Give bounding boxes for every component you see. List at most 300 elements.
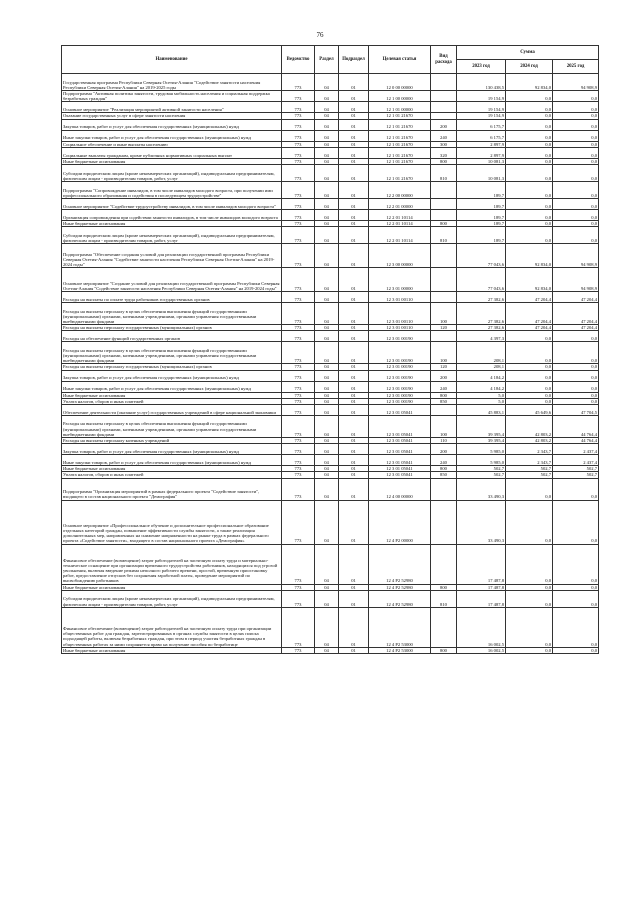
row-department: 773 (282, 292, 315, 303)
row-sum-2025: 502,7 (553, 466, 599, 472)
row-subsection: 01 (339, 325, 369, 331)
table-row (62, 227, 599, 244)
row-sum-2023: 2 897,9 (457, 147, 506, 158)
row-department: 773 (282, 227, 315, 244)
row-section: 04 (315, 405, 339, 416)
row-sum-2023: 19 154,9 (457, 91, 506, 102)
table-row (62, 102, 599, 113)
row-subsection: 01 (339, 607, 369, 647)
row-section: 04 (315, 331, 339, 342)
row-target: 12 1 01 21670 (369, 130, 431, 141)
row-sum-2023: 189,7 (457, 227, 506, 244)
row-section: 04 (315, 141, 339, 147)
table-row (62, 607, 599, 647)
row-department: 773 (282, 141, 315, 147)
row-name: Государственная программа Республики Северная Осетия-Алания "Содействие занятости населения Республики Северная Осетия-Алания" на 2019-2025 годы (62, 74, 282, 91)
row-target: 12 1 01 21670 (369, 165, 431, 182)
row-sum-2025: 0,0 (553, 590, 599, 607)
row-subsection: 01 (339, 455, 369, 466)
row-name: Иные закупки товаров, работ и услуг для обеспечения государственных (муниципальных) нужд (62, 130, 282, 141)
row-sum-2025: 0,0 (553, 392, 599, 398)
table-row (62, 130, 599, 141)
row-sum-2023: 6 175,7 (457, 119, 506, 130)
row-sum-2024: 0,0 (506, 500, 553, 544)
row-subsection: 01 (339, 444, 369, 455)
row-subsection: 01 (339, 102, 369, 113)
row-target: 12 3 01 05041 (369, 438, 431, 444)
row-name: Субсидии юридическим лицам (кроме некоммерческих организаций), индивидуальным предпринимателям, физическим лицам - производителям товаров, работ, услуг (62, 165, 282, 182)
row-name: Расходы на обеспечение функций государственных органов (62, 331, 282, 342)
row-sum-2024: 0,0 (506, 590, 553, 607)
row-subsection: 01 (339, 292, 369, 303)
row-sum-2025: 0,0 (553, 381, 599, 392)
row-expense: 850 (431, 398, 457, 404)
table-row (62, 268, 599, 292)
row-section: 04 (315, 392, 339, 398)
row-target: 12 3 01 00190 (369, 370, 431, 381)
table-row (62, 455, 599, 466)
row-subsection: 01 (339, 119, 369, 130)
row-sum-2023: 77 043,6 (457, 244, 506, 268)
row-department: 773 (282, 584, 315, 590)
row-subsection: 01 (339, 438, 369, 444)
row-target: 12 4 P2 52980 (369, 544, 431, 584)
row-name: Подпрограмма "Сопровождение инвалидов, в том числе инвалидов молодого возраста, при получении ими профессионального образования и содействия в последующем трудоустройстве" (62, 182, 282, 199)
row-department: 773 (282, 74, 315, 91)
row-sum-2025: 0,0 (553, 113, 599, 119)
row-department: 773 (282, 303, 315, 325)
row-target: 12 3 01 00110 (369, 325, 431, 331)
row-target: 12 3 01 00110 (369, 303, 431, 325)
row-sum-2025: 502,7 (553, 472, 599, 478)
row-expense (431, 199, 457, 210)
row-sum-2023: 4 184,2 (457, 381, 506, 392)
table-row (62, 370, 599, 381)
row-sum-2025: 0,0 (553, 647, 599, 653)
row-name: Подпрограмма "Активная политика занятости, трудовая мобильность населения и социальная поддержка безработных граждан" (62, 91, 282, 102)
row-section: 04 (315, 210, 339, 221)
table-row (62, 244, 599, 268)
row-expense (431, 102, 457, 113)
row-sum-2023: 16 002,5 (457, 647, 506, 653)
row-name: Оказание государственных услуг в сфере занятости населения (62, 113, 282, 119)
row-sum-2025: 0,0 (553, 130, 599, 141)
row-sum-2025: 0,0 (553, 500, 599, 544)
row-expense: 200 (431, 370, 457, 381)
row-department: 773 (282, 158, 315, 164)
row-sum-2024: 0,0 (506, 381, 553, 392)
row-section: 04 (315, 590, 339, 607)
table-row (62, 544, 599, 584)
row-sum-2024: 0,0 (506, 342, 553, 364)
row-sum-2023: 77 043,6 (457, 268, 506, 292)
header-subsection: Подраздел (339, 46, 369, 74)
header-department: Ведомство (282, 46, 315, 74)
row-subsection: 01 (339, 342, 369, 364)
row-expense: 800 (431, 392, 457, 398)
row-expense: 200 (431, 119, 457, 130)
row-subsection: 01 (339, 91, 369, 102)
table-row (62, 74, 599, 91)
row-target: 12 1 01 21670 (369, 147, 431, 158)
row-subsection: 01 (339, 165, 369, 182)
row-subsection: 01 (339, 381, 369, 392)
row-sum-2025: 2 437,4 (553, 444, 599, 455)
row-sum-2025: 47 204,4 (553, 303, 599, 325)
row-sum-2024: 0,0 (506, 478, 553, 500)
row-sum-2024: 0,0 (506, 210, 553, 221)
table-row (62, 500, 599, 544)
row-sum-2023: 19 154,9 (457, 113, 506, 119)
row-section: 04 (315, 544, 339, 584)
row-sum-2023: 5,0 (457, 398, 506, 404)
row-sum-2024: 0,0 (506, 113, 553, 119)
row-subsection: 01 (339, 364, 369, 370)
row-department: 773 (282, 647, 315, 653)
row-name: Основное мероприятие "Реализация мероприятий активной занятости населения" (62, 102, 282, 113)
table-row (62, 405, 599, 416)
table-row (62, 590, 599, 607)
row-name: Подпрограмма "Организация мероприятий в рамках федерального проекта "Содействие занятости", входящего в состав национального проекта "Демография" (62, 478, 282, 500)
row-subsection: 01 (339, 405, 369, 416)
row-subsection: 01 (339, 398, 369, 404)
row-department: 773 (282, 91, 315, 102)
row-section: 04 (315, 147, 339, 158)
row-sum-2023: 502,7 (457, 466, 506, 472)
row-expense: 300 (431, 141, 457, 147)
row-target: 12 3 01 00190 (369, 331, 431, 342)
row-subsection: 01 (339, 303, 369, 325)
row-department: 773 (282, 102, 315, 113)
row-name: Иные бюджетные ассигнования (62, 158, 282, 164)
row-sum-2024: 2 343,7 (506, 444, 553, 455)
row-sum-2025: 0,0 (553, 398, 599, 404)
row-sum-2024: 0,0 (506, 392, 553, 398)
table-row (62, 119, 599, 130)
row-subsection: 01 (339, 472, 369, 478)
row-department: 773 (282, 165, 315, 182)
row-expense (431, 268, 457, 292)
row-sum-2025: 94 908,9 (553, 268, 599, 292)
row-name: Иные бюджетные ассигнования (62, 584, 282, 590)
row-sum-2025: 94 908,9 (553, 74, 599, 91)
table-row (62, 647, 599, 653)
row-target: 12 2 01 00000 (369, 199, 431, 210)
row-section: 04 (315, 113, 339, 119)
row-name: Закупка товаров, работ и услуг для обеспечения государственных (муниципальных) нужд (62, 444, 282, 455)
row-subsection: 01 (339, 370, 369, 381)
row-department: 773 (282, 221, 315, 227)
row-sum-2025: 94 908,9 (553, 244, 599, 268)
row-sum-2023: 502,7 (457, 472, 506, 478)
row-sum-2024: 92 834,0 (506, 244, 553, 268)
row-department: 773 (282, 607, 315, 647)
row-department: 773 (282, 199, 315, 210)
row-subsection: 01 (339, 590, 369, 607)
row-section: 04 (315, 158, 339, 164)
row-sum-2024: 502,7 (506, 472, 553, 478)
row-section: 04 (315, 91, 339, 102)
row-target: 12 3 01 00190 (369, 381, 431, 392)
row-subsection: 01 (339, 74, 369, 91)
row-department: 773 (282, 416, 315, 438)
row-target: 12 3 01 05041 (369, 466, 431, 472)
row-name: Закупка товаров, работ и услуг для обеспечения государственных (муниципальных) нужд (62, 119, 282, 130)
row-expense: 810 (431, 590, 457, 607)
row-name: Основное мероприятие "Содействие трудоустройству инвалидов, в том числе инвалидов молодого возраста" (62, 199, 282, 210)
row-name: Организация сопровождения при содействии занятости инвалидов, в том числе инвалидов молодого возраста (62, 210, 282, 221)
row-name: Расходы на выплаты по оплате труда работников государственных органов (62, 292, 282, 303)
row-subsection: 01 (339, 331, 369, 342)
row-expense (431, 331, 457, 342)
row-name: Закупка товаров, работ и услуг для обеспечения государственных (муниципальных) нужд (62, 370, 282, 381)
row-sum-2025: 0,0 (553, 119, 599, 130)
row-name: Расходы на выплаты персоналу государственных (муниципальных) органов (62, 364, 282, 370)
row-subsection: 01 (339, 392, 369, 398)
row-sum-2024: 0,0 (506, 227, 553, 244)
row-department: 773 (282, 342, 315, 364)
row-department: 773 (282, 544, 315, 584)
header-target: Целевая статья (369, 46, 431, 74)
row-expense: 810 (431, 165, 457, 182)
row-target: 12 1 01 21670 (369, 141, 431, 147)
row-department: 773 (282, 370, 315, 381)
row-name: Иные бюджетные ассигнования (62, 221, 282, 227)
row-sum-2023: 189,7 (457, 221, 506, 227)
row-subsection: 01 (339, 141, 369, 147)
row-department: 773 (282, 331, 315, 342)
row-expense (431, 500, 457, 544)
row-sum-2023: 130 438,5 (457, 74, 506, 91)
row-expense: 800 (431, 158, 457, 164)
row-section: 04 (315, 472, 339, 478)
row-sum-2023: 45 883,1 (457, 405, 506, 416)
row-name: Социальное обеспечение и иные выплаты населению (62, 141, 282, 147)
row-target: 12 3 00 00000 (369, 244, 431, 268)
row-sum-2025: 0,0 (553, 158, 599, 164)
row-target: 12 3 01 00190 (369, 364, 431, 370)
row-section: 04 (315, 455, 339, 466)
row-name: Финансовое обеспечение (возмещение) затрат работодателей на частичную оплату труда и материально-техническое оснащение при организации временного трудоустройства работников, находящихся под угрозой увольнения, включая введение режима неполного рабочего времени, простой, временную приостановку работ, предоставление отпусков без сохранения заработной платы, проведение мероприятий по высвобождению работников (62, 544, 282, 584)
row-department: 773 (282, 119, 315, 130)
row-target: 12 1 01 21670 (369, 113, 431, 119)
row-target: 12 4 00 00000 (369, 478, 431, 500)
row-sum-2024: 47 204,4 (506, 303, 553, 325)
row-sum-2025: 0,0 (553, 584, 599, 590)
row-target: 12 3 01 00190 (369, 342, 431, 364)
row-subsection: 01 (339, 500, 369, 544)
row-sum-2024: 0,0 (506, 199, 553, 210)
row-target: 12 0 00 00000 (369, 74, 431, 91)
row-name: Иные закупки товаров, работ и услуг для обеспечения государственных (муниципальных) нужд (62, 381, 282, 392)
row-department: 773 (282, 113, 315, 119)
row-sum-2023: 4 397,3 (457, 331, 506, 342)
row-sum-2023: 6 175,7 (457, 130, 506, 141)
row-sum-2025: 0,0 (553, 221, 599, 227)
row-sum-2024: 0,0 (506, 158, 553, 164)
row-sum-2023: 27 382,6 (457, 303, 506, 325)
row-target: 12 3 01 05041 (369, 455, 431, 466)
row-target: 12 2 01 10114 (369, 221, 431, 227)
row-subsection: 01 (339, 147, 369, 158)
row-section: 04 (315, 584, 339, 590)
row-target: 12 3 01 05041 (369, 472, 431, 478)
row-sum-2023: 5,0 (457, 392, 506, 398)
row-sum-2024: 0,0 (506, 141, 553, 147)
table-row (62, 199, 599, 210)
row-department: 773 (282, 381, 315, 392)
row-sum-2024: 0,0 (506, 647, 553, 653)
row-name: Расходы на выплаты персоналу государственных (муниципальных) органов (62, 325, 282, 331)
row-subsection: 01 (339, 227, 369, 244)
table-row (62, 165, 599, 182)
row-expense: 800 (431, 647, 457, 653)
row-expense: 200 (431, 444, 457, 455)
row-department: 773 (282, 398, 315, 404)
row-expense: 240 (431, 381, 457, 392)
row-expense (431, 74, 457, 91)
row-sum-2025: 47 204,4 (553, 292, 599, 303)
row-department: 773 (282, 147, 315, 158)
row-section: 04 (315, 74, 339, 91)
row-department: 773 (282, 405, 315, 416)
table-row (62, 182, 599, 199)
row-expense: 120 (431, 325, 457, 331)
row-sum-2024: 0,0 (506, 331, 553, 342)
row-section: 04 (315, 647, 339, 653)
row-department: 773 (282, 392, 315, 398)
table-row (62, 444, 599, 455)
row-sum-2023: 27 382,6 (457, 292, 506, 303)
row-department: 773 (282, 472, 315, 478)
row-department: 773 (282, 455, 315, 466)
row-expense: 240 (431, 455, 457, 466)
header-section: Раздел (315, 46, 339, 74)
row-subsection: 01 (339, 210, 369, 221)
row-sum-2023: 4 184,2 (457, 370, 506, 381)
row-section: 04 (315, 370, 339, 381)
header-name: Наименование (62, 46, 282, 74)
table-row (62, 331, 599, 342)
row-sum-2025: 0,0 (553, 544, 599, 584)
row-subsection: 01 (339, 113, 369, 119)
row-department: 773 (282, 364, 315, 370)
row-sum-2024: 0,0 (506, 398, 553, 404)
row-sum-2023: 208,1 (457, 364, 506, 370)
row-department: 773 (282, 466, 315, 472)
row-section: 04 (315, 466, 339, 472)
row-name: Уплата налогов, сборов и иных платежей (62, 472, 282, 478)
row-section: 04 (315, 398, 339, 404)
row-expense (431, 91, 457, 102)
row-sum-2024: 0,0 (506, 221, 553, 227)
budget-table (61, 45, 599, 654)
row-section: 04 (315, 268, 339, 292)
row-department: 773 (282, 590, 315, 607)
row-sum-2024: 92 834,0 (506, 74, 553, 91)
row-sum-2023: 189,7 (457, 182, 506, 199)
row-sum-2025: 47 704,5 (553, 405, 599, 416)
row-expense: 320 (431, 147, 457, 158)
row-name: Субсидии юридическим лицам (кроме некоммерческих организаций), индивидуальным предпринимателям, физическим лицам - производителям товаров, работ, услуг (62, 590, 282, 607)
page-number: 76 (316, 31, 324, 39)
row-section: 04 (315, 381, 339, 392)
row-subsection: 01 (339, 182, 369, 199)
table-row (62, 147, 599, 158)
row-subsection: 01 (339, 647, 369, 653)
row-sum-2025: 0,0 (553, 227, 599, 244)
row-sum-2023: 10 081,3 (457, 158, 506, 164)
row-sum-2024: 0,0 (506, 165, 553, 182)
row-section: 04 (315, 416, 339, 438)
row-department: 773 (282, 325, 315, 331)
row-target: 12 2 01 10114 (369, 210, 431, 221)
row-sum-2023: 189,7 (457, 210, 506, 221)
row-department: 773 (282, 210, 315, 221)
row-subsection: 01 (339, 268, 369, 292)
table-body (62, 74, 599, 654)
row-expense: 850 (431, 472, 457, 478)
row-sum-2024: 2 343,7 (506, 455, 553, 466)
row-expense: 100 (431, 303, 457, 325)
row-department: 773 (282, 478, 315, 500)
row-expense: 800 (431, 584, 457, 590)
row-section: 04 (315, 500, 339, 544)
row-sum-2023: 39 395,4 (457, 416, 506, 438)
row-target: 12 3 01 00110 (369, 292, 431, 303)
row-target: 12 1 01 21670 (369, 158, 431, 164)
row-sum-2023: 10 081,3 (457, 165, 506, 182)
table-row (62, 303, 599, 325)
row-expense (431, 544, 457, 584)
row-name: Иные бюджетные ассигнования (62, 392, 282, 398)
row-subsection: 01 (339, 244, 369, 268)
row-sum-2023: 5 985,0 (457, 444, 506, 455)
row-sum-2025: 0,0 (553, 91, 599, 102)
row-sum-2023: 17 487,8 (457, 590, 506, 607)
header-expense: Вид расхода (431, 46, 457, 74)
table-row (62, 381, 599, 392)
row-section: 04 (315, 102, 339, 113)
row-sum-2024: 0,0 (506, 130, 553, 141)
row-name: Обеспечение деятельности (оказание услуг) государственных учреждений в сфере национальной экономики (62, 405, 282, 416)
row-section: 04 (315, 438, 339, 444)
row-subsection: 01 (339, 466, 369, 472)
row-sum-2025: 0,0 (553, 370, 599, 381)
row-expense (431, 405, 457, 416)
row-sum-2024: 92 834,0 (506, 268, 553, 292)
row-name: Социальные выплаты гражданам, кроме публичных нормативных социальных выплат (62, 147, 282, 158)
row-sum-2024: 42 803,2 (506, 438, 553, 444)
row-department: 773 (282, 244, 315, 268)
row-sum-2025: 0,0 (553, 141, 599, 147)
row-expense (431, 478, 457, 500)
table-row (62, 416, 599, 438)
row-name: Расходы на выплаты персоналу в целях обеспечения выполнения функций государственными (муниципальными) органами, казенными учреждениями, органами управления государственными внебюджетными фондами (62, 303, 282, 325)
row-section: 04 (315, 342, 339, 364)
row-expense: 120 (431, 364, 457, 370)
table-row (62, 292, 599, 303)
row-target: 12 1 00 00000 (369, 91, 431, 102)
row-name: Финансовое обеспечение (возмещение) затрат работодателей на частичную оплату труда при организации общественных работ для граждан, зарегистрированных в органах службы занятости в целях поиска подходящей работы, включая безработных граждан, при этом в период участия безработных граждан в общественных работах за ними сохраняется право на получение пособия по безработице (62, 607, 282, 647)
row-expense: 800 (431, 221, 457, 227)
row-sum-2025: 0,0 (553, 478, 599, 500)
row-target: 12 3 01 05041 (369, 444, 431, 455)
row-sum-2025: 0,0 (553, 199, 599, 210)
row-section: 04 (315, 607, 339, 647)
row-section: 04 (315, 182, 339, 199)
row-target: 12 1 01 21670 (369, 119, 431, 130)
